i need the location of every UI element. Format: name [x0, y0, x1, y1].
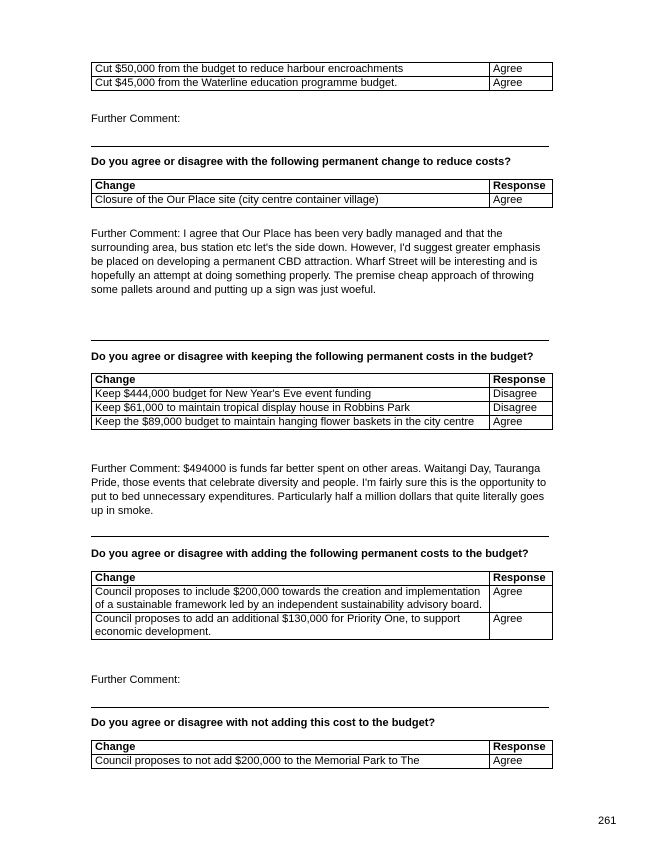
not-adding-table-block [91, 740, 553, 769]
further-comment-text: Further Comment: $494000 is funds far better spent on other areas. Waitangi Day, Tauranga Pride, those events that celebrate diversity and people. I'm fairly sure this is the opportunity to put to bed unnecessary expenditures. Particularly half a million dollars that quite literally goes up in smoke. [91, 463, 547, 517]
table-header-row [92, 572, 553, 586]
question-not-adding-cost: Do you agree or disagree with not adding this cost to the budget? [91, 717, 436, 729]
divider [91, 340, 549, 341]
response-cell: Disagree [490, 402, 553, 416]
table-header-row [92, 180, 553, 194]
budget-cuts-table-continued [91, 62, 553, 91]
header-change: Change [92, 572, 490, 586]
table-row [92, 77, 553, 91]
question-permanent-change: Do you agree or disagree with the following permanent change to reduce costs? [91, 156, 511, 168]
keep-costs-table [91, 373, 553, 430]
header-response: Response [490, 572, 553, 586]
further-comment-text: Further Comment: I agree that Our Place has been very badly managed and that the surrounding area, bus station etc let's the side down. However, I'd suggest greater emphasis be placed on developing a permanent CBD attraction. Wharf Street will be interesting and is hopefully an attempt at doing something properly. The premise cheap approach of throwing some pallets around and putting up a sign was just woeful. [91, 228, 541, 296]
response-cell: Agree [490, 77, 553, 91]
response-cell: Agree [490, 586, 553, 613]
response-cell: Agree [490, 755, 553, 769]
question-add-costs: Do you agree or disagree with adding the following permanent costs to the budget? [91, 548, 529, 560]
divider [91, 146, 549, 147]
change-cell: Keep $61,000 to maintain tropical display house in Robbins Park [92, 402, 490, 416]
table-row [92, 63, 553, 77]
header-change: Change [92, 180, 490, 194]
change-cell: Keep $444,000 budget for New Year's Eve event funding [92, 388, 490, 402]
table-row [92, 613, 553, 640]
divider [91, 536, 549, 537]
change-cell: Council proposes to include $200,000 towards the creation and implementation of a sustainable framework led by an independent sustainability advisory board. [92, 586, 490, 613]
change-cell: Council proposes to add an additional $130,000 for Priority One, to support economic development. [92, 613, 490, 640]
permanent-change-table [91, 179, 553, 208]
change-cell: Council proposes to not add $200,000 to the Memorial Park to The [92, 755, 490, 769]
table-row [92, 194, 553, 208]
header-change: Change [92, 741, 490, 755]
header-response: Response [490, 180, 553, 194]
change-cell: Keep the $89,000 budget to maintain hanging flower baskets in the city centre [92, 416, 490, 430]
change-cell: Cut $50,000 from the budget to reduce harbour encroachments [92, 63, 490, 77]
permanent-change-table-block [91, 179, 553, 208]
table-row [92, 402, 553, 416]
header-change: Change [92, 374, 490, 388]
not-adding-table [91, 740, 553, 769]
table-row [92, 388, 553, 402]
response-cell: Agree [490, 63, 553, 77]
header-response: Response [490, 741, 553, 755]
change-cell: Closure of the Our Place site (city centre container village) [92, 194, 490, 208]
keep-costs-table-block [91, 373, 553, 430]
table-header-row [92, 741, 553, 755]
further-comment-label: Further Comment: [91, 113, 181, 125]
table-row [92, 755, 553, 769]
add-costs-table [91, 571, 553, 640]
response-cell: Agree [490, 613, 553, 640]
response-cell: Agree [490, 416, 553, 430]
header-response: Response [490, 374, 553, 388]
table-row [92, 586, 553, 613]
change-cell: Cut $45,000 from the Waterline education programme budget. [92, 77, 490, 91]
add-costs-table-block [91, 571, 553, 640]
table-header-row [92, 374, 553, 388]
page-number: 261 [598, 815, 617, 827]
question-keep-costs: Do you agree or disagree with keeping the following permanent costs in the budget? [91, 351, 534, 363]
table-row [92, 416, 553, 430]
response-cell: Agree [490, 194, 553, 208]
divider [91, 707, 549, 708]
response-cell: Disagree [490, 388, 553, 402]
cuts-table [91, 62, 553, 91]
further-comment-label: Further Comment: [91, 674, 181, 686]
